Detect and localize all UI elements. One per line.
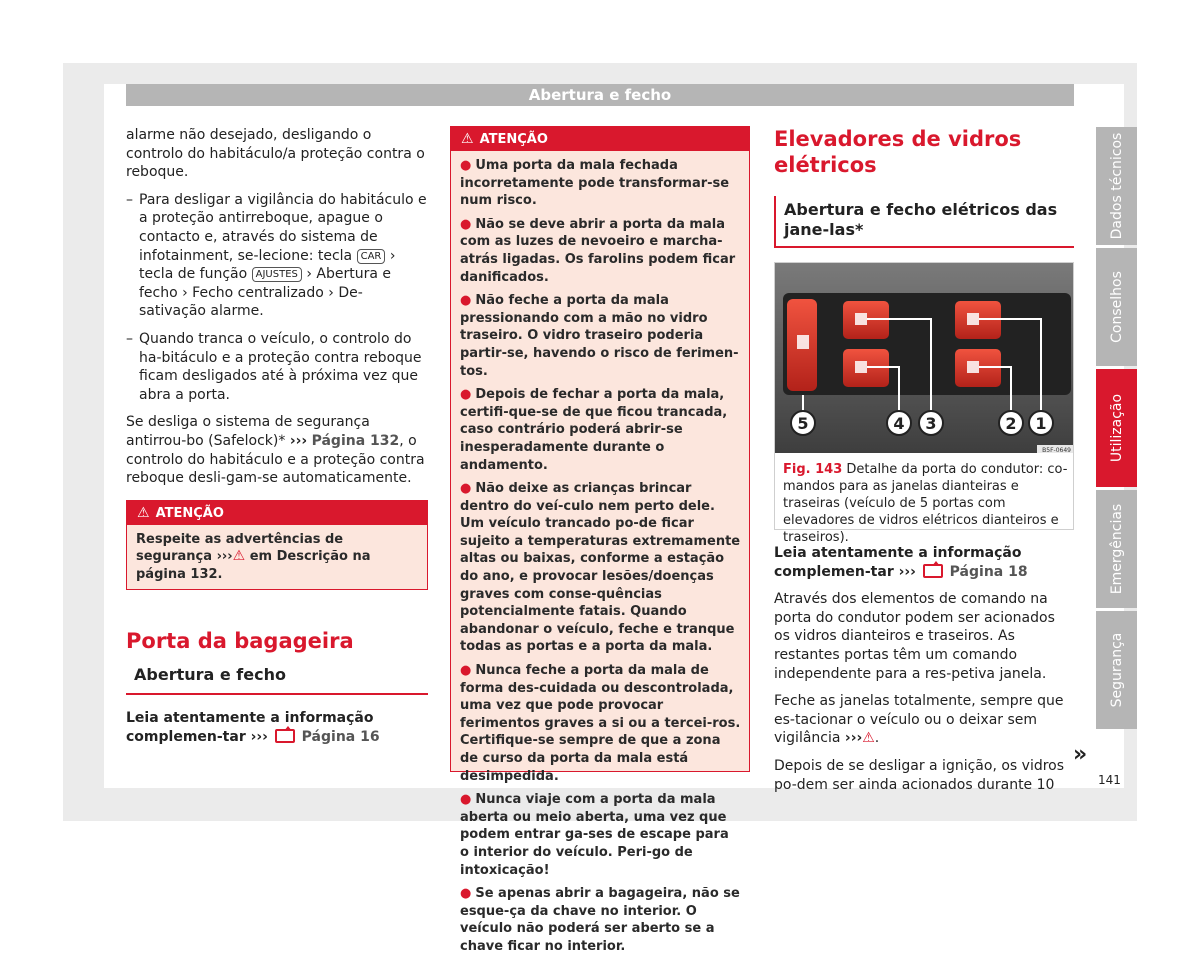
column-left	[126, 126, 428, 755]
warning-bullet-text: Não deixe as crianças brincar dentro do veí-culo nem perto dele. Um veículo trancado po-de ficar sujeito a temperaturas extremamente altas ou baixas, conforme a estação do ano, e provocar lesões/doenças graves com conse-quências potencialmente fatais. Quando abandonar o veículo, feche e tranque todas as portas e a porta da mala.	[460, 481, 741, 655]
reference-arrow: ›››	[289, 432, 308, 449]
warning-bullet	[460, 791, 741, 879]
paragraph-text: .	[874, 730, 880, 747]
tab-conselhos[interactable]	[1096, 248, 1137, 366]
dash-bullet: –	[126, 191, 133, 208]
bullet-dot-icon: ●	[460, 158, 472, 173]
figure	[774, 262, 1074, 545]
warning-bullet	[460, 386, 741, 474]
warning-bullet	[460, 292, 741, 380]
warning-header	[451, 127, 749, 151]
window-switch-panel-illustration	[775, 263, 1073, 453]
warning-bullet-text: Não feche a porta da mala pressionando com a mão no vidro traseiro. O vidro traseiro poderia partir-se, havendo o risco de ferimen-tos.	[460, 293, 739, 379]
lead-text: Leia atentamente a informação complemen-tar	[774, 545, 1022, 580]
warning-text: em Descrição na página 132.	[136, 549, 371, 582]
warning-bullet-text: Se apenas abrir a bagageira, não se esque-ça da chave no interior. O veículo não poderá ser aberto se a chave ficar no interior.	[460, 886, 740, 954]
tab-label: Segurança	[1108, 632, 1125, 708]
warning-title: ATENÇÃO	[155, 505, 224, 521]
list-item-text-mid: › tecla de função	[139, 247, 396, 283]
list-item	[126, 330, 428, 404]
warning-text: Respeite as advertências de segurança	[136, 531, 344, 565]
column-middle	[450, 126, 750, 954]
bullet-dot-icon: ●	[460, 293, 472, 309]
warning-bullet	[460, 885, 741, 955]
lead-text: Leia atentamente a informação complemen-tar	[126, 710, 374, 745]
paragraph: Depois de se desligar a ignição, os vidros po-dem ser ainda acionados durante 10	[774, 757, 1065, 793]
warning-bullet-text: Não se deve abrir a porta da mala com as luzes de nevoeiro e marcha-atrás ligadas. Os farolins podem ficar danificados.	[460, 216, 736, 285]
warning-bullet-text: Nunca viaje com a porta da mala aberta ou meio aberta, uma vez que podem entrar ga-ses de escape para o interior do veículo. Peri-go de intoxicação!	[460, 792, 729, 878]
ajustes-key-icon: AJUSTES	[252, 267, 302, 282]
paragraph-text: Feche as janelas totalmente, sempre que es-tacionar o veículo ou o deixar sem vigilância	[774, 693, 1064, 747]
section-title: Elevadores de vidros elétricos	[774, 127, 1022, 177]
tab-label: Conselhos	[1108, 271, 1125, 343]
reference-arrow: ›››	[898, 563, 916, 580]
warning-body	[127, 525, 427, 590]
subsection-title: Abertura e fecho elétricos das jane-las*	[774, 196, 1074, 248]
warning-title: ATENÇÃO	[479, 132, 548, 147]
column-right	[774, 126, 1074, 803]
window-switch-panel-image	[775, 263, 1073, 453]
reference-arrow: ›››	[844, 730, 863, 747]
list-item-text: Quando tranca o veículo, o controlo do ha-bitáculo e a proteção contra reboque ficam desligados até à próxima vez que abra a porta.	[139, 330, 422, 403]
warning-bullet	[460, 662, 741, 785]
tab-dados-tecnicos[interactable]	[1096, 127, 1137, 245]
warning-bullet	[460, 157, 741, 210]
tab-utilizacao[interactable]	[1096, 369, 1137, 487]
reference-arrow: ›››	[250, 728, 268, 745]
bullet-dot-icon: ●	[460, 481, 472, 497]
warning-header	[127, 501, 427, 525]
book-icon	[275, 729, 295, 743]
warning-triangle-icon: ⚠	[862, 730, 875, 747]
callout-3: 3	[925, 414, 937, 433]
tab-emergencias[interactable]	[1096, 490, 1137, 608]
paragraph	[774, 692, 1074, 748]
warning-box	[126, 500, 428, 591]
figure-caption	[783, 461, 1069, 546]
paragraph: Através dos elementos de comando na porta do condutor podem ser acionados os vidros dianteiros e traseiros. As restantes portas têm um comando independente para a res-petiva janela.	[774, 591, 1055, 682]
warning-triangle-icon: ⚠	[461, 131, 474, 147]
callout-5: 5	[797, 414, 809, 433]
subsection-title: Abertura e fecho	[126, 665, 428, 695]
tab-seguranca[interactable]	[1096, 611, 1137, 729]
bullet-dot-icon: ●	[460, 663, 472, 679]
callout-4: 4	[893, 414, 905, 433]
callout-2: 2	[1005, 414, 1017, 433]
list-item-text-post: › Abertura e fecho › Fecho centralizado › De-sativação alarme.	[139, 266, 391, 320]
warning-triangle-icon: ⚠	[232, 548, 246, 565]
warning-bullet-text: Depois de fechar a porta da mala, certifi-que-se de que ficou trancada, caso contrário poderá abrir-se inesperadamente durante o andamento.	[460, 387, 728, 473]
warning-body	[451, 151, 749, 962]
bullet-dot-icon: ●	[460, 886, 472, 902]
paragraph	[126, 413, 428, 487]
list-item-text-pre: Para desligar a vigilância do habitáculo e a proteção antirreboque, apague o contacto e, através do sistema de infotainment, se-lecione: tecla	[139, 191, 427, 264]
page-reference-link[interactable]: Página 16	[301, 728, 380, 745]
lead-paragraph	[774, 544, 1074, 581]
warning-triangle-icon: ⚠	[137, 504, 150, 521]
callout-1: 1	[1035, 414, 1047, 433]
continue-mark: »	[1073, 742, 1088, 767]
paragraph: alarme não desejado, desligando o controlo do habitáculo/a proteção contra o reboque.	[126, 127, 425, 181]
bullet-dot-icon: ●	[460, 792, 472, 808]
paragraph-text: Se desliga o sistema de segurança antirrou-bo (Safelock)*	[126, 414, 370, 449]
dash-bullet: –	[126, 330, 133, 347]
tab-label: Emergências	[1108, 503, 1125, 595]
warning-bullet-text: Uma porta da mala fechada incorretamente pode transformar-se num risco.	[460, 158, 730, 209]
book-icon	[923, 564, 943, 578]
warning-bullet-text: Nunca feche a porta da mala de forma des-cuidada ou descontrolada, uma vez que pode provocar ferimentos graves a si ou a tercei-ros. Certifique-se sempre de que a zona de curso da porta da mala está desimpedida.	[460, 663, 741, 784]
page-reference-link[interactable]: Página 132	[311, 432, 400, 449]
list-item	[126, 191, 428, 321]
reference-arrow: ›››	[216, 549, 233, 565]
tab-label: Dados técnicos	[1108, 132, 1125, 240]
page-reference-link[interactable]: Página 18	[949, 563, 1028, 580]
section-title: Porta da bagageira	[126, 629, 354, 654]
figure-caption-text: Detalhe da porta do condutor: co-mandos para as janelas dianteiras e traseiras (veículo de 5 portas com elevadores de vidros elétricos dianteiros e traseiros).	[783, 462, 1068, 545]
bullet-dot-icon: ●	[460, 387, 472, 403]
figure-number: Fig. 143	[783, 462, 843, 477]
warning-bullet	[460, 216, 741, 286]
warning-bullet	[460, 480, 741, 656]
car-key-icon: CAR	[357, 249, 386, 264]
bullet-dot-icon: ●	[460, 216, 472, 232]
chapter-header: Abertura e fecho	[126, 84, 1074, 106]
lead-paragraph	[126, 709, 428, 746]
page-number: 141	[1098, 773, 1121, 787]
paragraph-text: , o controlo do habitáculo e a proteção contra reboque desli-gam-se automaticamente.	[126, 432, 425, 487]
tab-label: Utilização	[1108, 393, 1125, 463]
figure-code: B5F-0649	[1042, 447, 1071, 454]
warning-box	[450, 126, 750, 954]
